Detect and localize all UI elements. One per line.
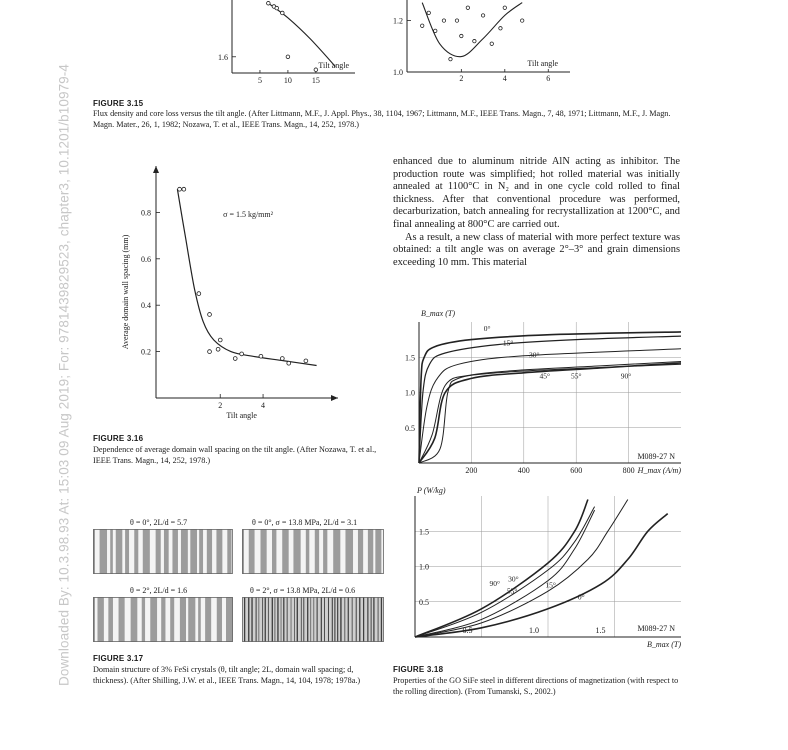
domain-panel-label: θ = 0°, 2L/d = 5.7 — [130, 518, 188, 527]
domain-stripe — [145, 597, 150, 642]
figure-3-18-caption: Properties of the GO SiFe steel in different directions of magnetization (with respect to the rolling direction). (From Tumanski, S., 2002.) — [393, 676, 679, 696]
data-point — [280, 357, 284, 361]
x-axis-label: Tilt angle — [318, 61, 349, 70]
x-axis-label: B_max (T) — [647, 640, 681, 649]
series-label: 15° — [502, 338, 514, 348]
series-line — [415, 507, 595, 637]
domain-panel-label: θ = 0°, σ = 13.8 MPa, 2L/d = 3.1 — [252, 518, 358, 527]
data-point — [197, 292, 201, 296]
domain-stripe — [244, 529, 249, 574]
y-tick-label: 1.0 — [405, 388, 415, 398]
x-tick-label: 800 — [622, 466, 635, 475]
domain-stripe — [95, 597, 97, 642]
domain-panel-label: θ = 2°, 2L/d = 1.6 — [130, 586, 188, 595]
domain-stripe — [95, 529, 100, 574]
domain-stripe — [104, 597, 108, 642]
data-point — [208, 313, 212, 317]
domain-stripe — [301, 529, 306, 574]
domain-stripe — [186, 597, 188, 642]
series-label: 45° — [539, 371, 551, 381]
domain-stripe — [303, 597, 304, 642]
data-point — [218, 338, 222, 342]
series-line — [415, 510, 595, 637]
domain-stripe — [188, 529, 190, 574]
domain-stripe — [138, 529, 142, 574]
domain-stripe — [291, 597, 292, 642]
domain-stripe — [137, 597, 141, 642]
y-tick-label: 0.2 — [141, 347, 151, 357]
series-line — [419, 336, 681, 463]
domain-stripe — [276, 529, 282, 574]
domain-stripe — [301, 597, 302, 642]
y-tick-label: 1.2 — [393, 16, 403, 26]
domain-stripe — [348, 597, 349, 642]
x-tick-label: 200 — [465, 466, 478, 475]
domain-stripe — [373, 597, 374, 642]
data-point — [520, 19, 523, 22]
domain-stripe — [356, 597, 357, 642]
x-tick-label: 1.5 — [595, 626, 606, 635]
domain-stripe — [275, 597, 276, 642]
domain-stripe — [334, 597, 335, 642]
domain-stripe — [281, 597, 282, 642]
y-axis-label: B_max (T) — [421, 309, 455, 318]
series-label: 30° — [508, 574, 519, 584]
domain-stripe — [352, 597, 353, 642]
data-point — [259, 354, 263, 358]
domain-stripe — [107, 529, 110, 574]
data-point — [455, 19, 458, 22]
domain-stripe — [211, 597, 217, 642]
domain-background — [242, 597, 384, 642]
domain-stripe — [165, 597, 170, 642]
domain-stripe — [256, 597, 257, 642]
domain-stripe — [367, 597, 368, 642]
data-point — [275, 6, 279, 10]
x-tick-label: 4 — [261, 401, 266, 410]
domain-stripe — [129, 529, 134, 574]
domain-stripe — [197, 529, 199, 574]
data-point — [178, 187, 182, 191]
domain-stripe — [317, 597, 318, 642]
domain-stripe — [255, 529, 261, 574]
domain-stripe — [222, 529, 227, 574]
x-tick-label: 2 — [459, 74, 464, 83]
y-tick-label: 1.0 — [419, 562, 429, 572]
domain-stripe — [373, 529, 375, 574]
domain-stripe — [259, 597, 260, 642]
domain-stripe — [262, 597, 263, 642]
domain-stripe — [267, 529, 272, 574]
y-axis-label: Average domain wall spacing (mm) — [121, 234, 130, 350]
data-point — [286, 55, 290, 59]
x-tick-label: 2 — [218, 401, 223, 410]
data-point — [233, 357, 237, 361]
body-text — [393, 156, 680, 269]
fig318-bottom-chart — [395, 484, 687, 656]
data-point — [499, 27, 502, 30]
x-tick-label: 15 — [311, 76, 320, 85]
domain-stripe — [363, 529, 368, 574]
fit-curve — [268, 3, 335, 66]
domain-stripe — [265, 597, 266, 642]
figure-3-17-label: FIGURE 3.17 — [93, 654, 144, 663]
x-tick-label: 5 — [257, 76, 262, 85]
data-point — [208, 350, 212, 354]
domain-stripe — [297, 597, 298, 642]
x-axis-label: Tilt angle — [527, 59, 558, 68]
domain-stripe — [195, 597, 198, 642]
domain-stripe — [248, 597, 249, 642]
domain-stripe — [203, 529, 207, 574]
series-label: 90° — [489, 579, 501, 589]
domain-stripe — [150, 529, 156, 574]
series-label: 90° — [620, 371, 632, 381]
data-point — [466, 6, 469, 9]
x-axis-label: H_max (A/m) — [637, 466, 681, 475]
domain-stripe — [244, 597, 245, 642]
data-point — [304, 359, 308, 363]
y-tick-label: 0.5 — [405, 423, 415, 433]
domain-image-theta2 — [93, 597, 233, 642]
data-point — [503, 6, 506, 9]
domain-image-theta0-stress — [242, 529, 384, 574]
domain-panel-label: θ = 2°, σ = 13.8 MPa, 2L/d = 0.6 — [250, 586, 356, 595]
fig315-left-chart — [190, 0, 360, 92]
data-point — [421, 24, 424, 27]
body-paragraph-1: enhanced due to aluminum nitride AlN acting as inhibitor. The production route was simplified; hot rolled material was initially annealed at 1100°C in N₂ and in one cycle cold rolled to final thickness. After that conventional procedure was performed, decarburization, batch annealing for recrystallization at 1200°C, and final annealing at 800°C are carried out. — [393, 156, 680, 230]
x-tick-label: 1.0 — [529, 626, 539, 635]
domain-stripe — [344, 597, 345, 642]
domain-stripe — [113, 597, 119, 642]
x-tick-label: 0.5 — [462, 626, 473, 635]
fig318-top-chart — [395, 308, 687, 480]
domain-stripe — [340, 529, 345, 574]
domain-stripe — [122, 529, 125, 574]
figure-3-15-caption: Flux density and core loss versus the tilt angle. (After Littmann, M.F., J. Appl. Phys., 38, 1104, 1967; Littmann, M.F., IEEE Trans. Magn., 7, 48, 1971; Littmann, M.F., J. Magn. Magn. Mater., 26, 1, 1982; Nozawa, T. et al., IEEE Trans. Magn., 14, 252, 1978.) — [93, 109, 671, 129]
domain-image-theta2-stress — [242, 597, 384, 642]
series-label: 0° — [577, 592, 585, 602]
y-tick-label: 0.6 — [141, 254, 151, 264]
domain-stripe — [319, 529, 323, 574]
domain-stripe — [287, 597, 288, 642]
domain-stripe — [313, 597, 314, 642]
domain-stripe — [327, 529, 333, 574]
data-point — [442, 19, 445, 22]
data-point — [490, 42, 493, 45]
y-tick-label: 0.5 — [419, 597, 429, 607]
domain-stripe — [157, 597, 161, 642]
domain-stripe — [328, 597, 329, 642]
series-line — [415, 500, 628, 638]
fig315-right-chart — [385, 0, 575, 92]
y-tick-label: 1.5 — [419, 527, 429, 537]
material-label: M089-27 N — [637, 624, 675, 633]
domain-stripe — [337, 597, 338, 642]
series-label: 0° — [483, 324, 491, 334]
series-label: 55° — [506, 586, 518, 596]
domain-stripe — [174, 597, 180, 642]
material-label: M089-27 N — [637, 452, 675, 461]
domain-stripe — [289, 529, 294, 574]
domain-stripe — [307, 597, 308, 642]
figure-3-16-label: FIGURE 3.16 — [93, 434, 144, 443]
domain-stripe — [268, 597, 269, 642]
data-point — [267, 1, 271, 5]
domain-stripe — [283, 597, 284, 642]
y-tick-label: 1.0 — [393, 68, 403, 77]
domain-stripe — [371, 597, 372, 642]
domain-stripe — [201, 597, 205, 642]
domain-stripe — [353, 529, 358, 574]
data-point — [281, 11, 285, 15]
domain-stripe — [378, 597, 379, 642]
domain-stripe — [294, 597, 295, 642]
domain-stripe — [212, 529, 216, 574]
domain-stripe — [359, 597, 360, 642]
fit-curve — [422, 3, 522, 57]
x-tick-label: 400 — [517, 466, 530, 475]
domain-stripe — [161, 529, 164, 574]
data-point — [481, 14, 484, 17]
y-tick-label: 1.6 — [218, 52, 228, 62]
domain-stripe — [309, 529, 314, 574]
x-tick-label: 4 — [502, 74, 507, 83]
domain-stripe — [169, 529, 173, 574]
data-point — [314, 68, 318, 72]
figure-3-15-label: FIGURE 3.15 — [93, 99, 144, 108]
figure-3-16-caption: Dependence of average domain wall spacing on the tilt angle. (After Nozawa, T. et al., IEEE Trans. Magn., 14, 252, 1978.) — [93, 445, 377, 465]
body-paragraph-2: As a result, a new class of material with more perfect texture was obtained: a tilt angle was on average 2°–3° and grain dimensions exceeding 10 mm. This material — [393, 231, 680, 268]
y-tick-label: 0.8 — [141, 208, 151, 218]
domain-stripe — [363, 597, 364, 642]
x-tick-label: 10 — [283, 76, 292, 85]
domain-stripe — [324, 597, 325, 642]
domain-stripe — [332, 597, 333, 642]
data-point — [182, 187, 186, 191]
y-axis-arrow — [153, 166, 159, 173]
domain-stripe — [251, 597, 252, 642]
domain-image-theta0 — [93, 529, 233, 574]
domain-stripe — [340, 597, 341, 642]
figure-3-18-label: FIGURE 3.18 — [393, 665, 444, 674]
data-point — [287, 361, 291, 365]
download-watermark: Downloaded By: 10.3.98.93 At: 15:03 09 Aug 2019; For: 9781439829523, chapter3, 10.1201/b10979-4 — [56, 64, 72, 686]
x-axis-label: Tilt angle — [226, 411, 257, 420]
data-point — [449, 57, 452, 60]
figure-3-17-caption: Domain structure of 3% FeSi crystals (θ, tilt angle; 2L, domain wall spacing; d, thickness). (After Shilling, J.W. et al., IEEE Trans. Magn., 14, 104, 1978; 1978a.) — [93, 665, 361, 685]
x-axis-arrow — [331, 395, 338, 401]
series-line — [419, 332, 681, 463]
y-tick-label: 1.5 — [405, 353, 415, 363]
series-label: 15° — [545, 580, 556, 590]
data-point — [216, 347, 220, 351]
series-label: 55° — [570, 371, 582, 381]
domain-stripe — [125, 597, 131, 642]
domain-stripe — [113, 529, 116, 574]
data-point — [434, 29, 437, 32]
y-axis-label: P (W/kg) — [417, 486, 446, 495]
domain-stripe — [321, 597, 322, 642]
domain-stripe — [381, 597, 382, 642]
y-tick-label: 0.4 — [141, 301, 151, 311]
sigma-annotation: σ = 1.5 kg/mm² — [223, 210, 274, 220]
data-point — [427, 11, 430, 14]
domain-stripe — [310, 597, 311, 642]
fig316-chart — [110, 158, 350, 426]
domain-stripe — [277, 597, 278, 642]
data-point — [460, 34, 463, 37]
domain-stripe — [178, 529, 181, 574]
data-point — [240, 352, 244, 356]
domain-stripe — [222, 597, 226, 642]
x-tick-label: 6 — [546, 74, 551, 83]
series-label: 30° — [529, 350, 540, 360]
x-tick-label: 600 — [570, 466, 583, 475]
domain-stripe — [272, 597, 273, 642]
data-point — [473, 39, 476, 42]
